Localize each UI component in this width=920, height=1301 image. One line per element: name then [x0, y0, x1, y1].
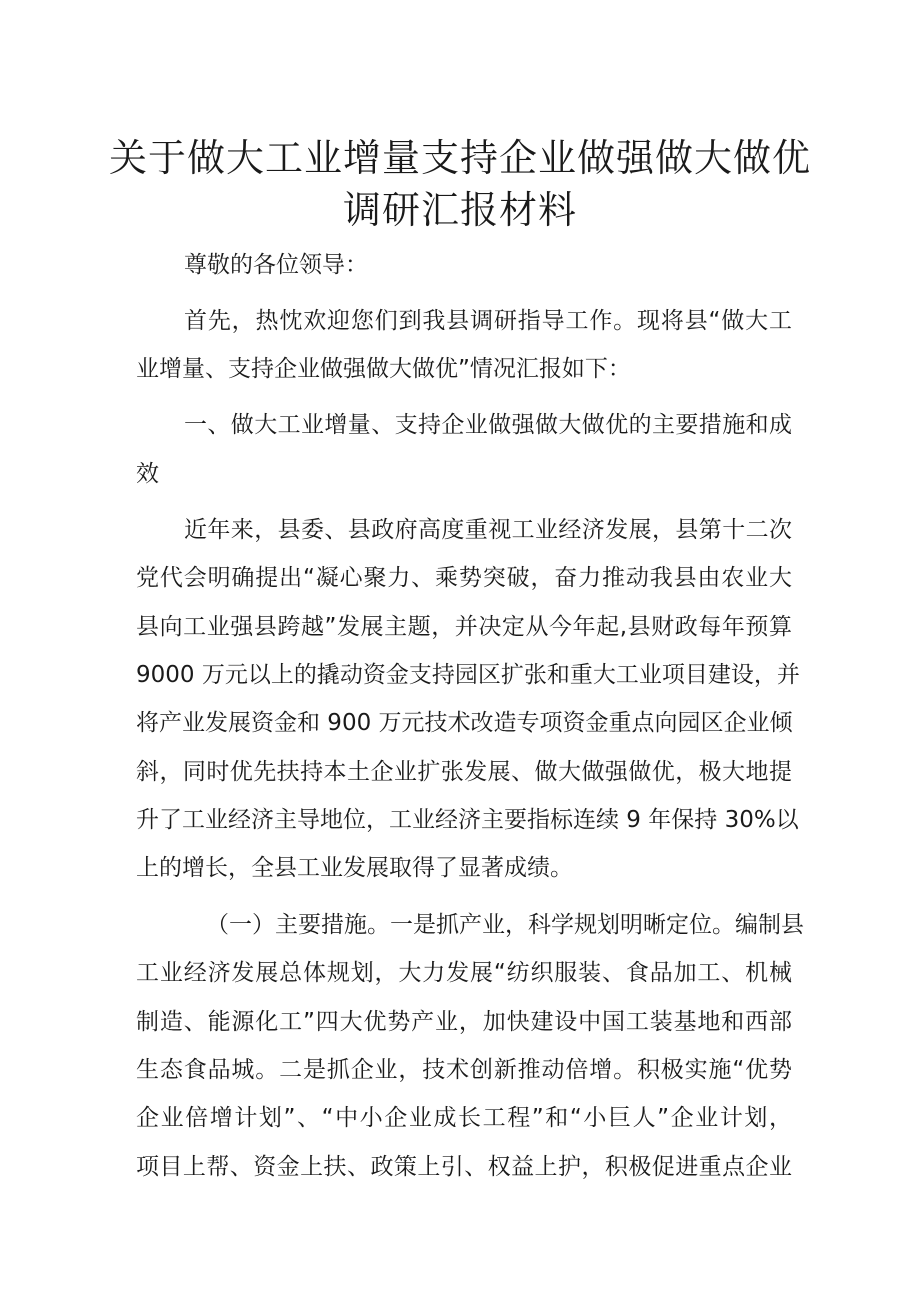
paragraph-line: 县向工业强县跨越”发展主题，并决定从今年起,县财政每年预算: [136, 614, 792, 640]
paragraph-line: 工业经济发展总体规划，大力发展“纺织服装、食品加工、机械: [136, 960, 792, 986]
intro-line: 业增量、支持企业做强做大做优”情况汇报如下：: [136, 356, 631, 382]
paragraph-line: 党代会明确提出“凝心聚力、乘势突破，奋力推动我县由农业大: [136, 565, 792, 591]
paragraph-line: 升了工业经济主导地位，工业经济主要指标连续 9 年保持 30%以: [136, 807, 799, 833]
paragraph-line: 斜，同时优先扶持本土企业扩张发展、做大做强做优，极大地提: [136, 759, 792, 785]
paragraph-line: 制造、能源化工”四大优势产业，加快建设中国工装基地和西部: [136, 1009, 792, 1035]
paragraph-line: 近年来，县委、县政府高度重视工业经济发展，县第十二次: [184, 517, 792, 543]
paragraph-line: 企业倍增计划”、“中小企业成长工程”和“小巨人”企业计划，: [136, 1105, 792, 1131]
paragraph-line: （一）主要措施。一是抓产业，科学规划明晰定位。编制县: [206, 912, 804, 938]
section-heading-line: 效: [136, 461, 159, 487]
paragraph-line: 项目上帮、资金上扶、政策上引、权益上护，积极促进重点企业: [136, 1154, 792, 1180]
paragraph-line: 上的增长，全县工业发展取得了显著成绩。: [136, 855, 573, 881]
document-title-line-1: 关于做大工业增量支持企业做强做大做优: [108, 136, 811, 180]
salutation: 尊敬的各位领导：: [184, 252, 368, 278]
section-heading-line: 一、做大工业增量、支持企业做强做大做优的主要措施和成: [184, 412, 792, 438]
paragraph-line: 将产业发展资金和 900 万元技术改造专项资金重点向园区企业倾: [136, 710, 793, 736]
paragraph-line: 9000 万元以上的撬动资金支持园区扩张和重大工业项目建设，并: [136, 662, 800, 688]
document-title-line-2: 调研汇报材料: [342, 188, 577, 232]
intro-line: 首先，热忱欢迎您们到我县调研指导工作。现将县“做大工: [184, 308, 792, 334]
paragraph-line: 生态食品城。二是抓企业，技术创新推动倍增。积极实施“优势: [136, 1057, 792, 1083]
